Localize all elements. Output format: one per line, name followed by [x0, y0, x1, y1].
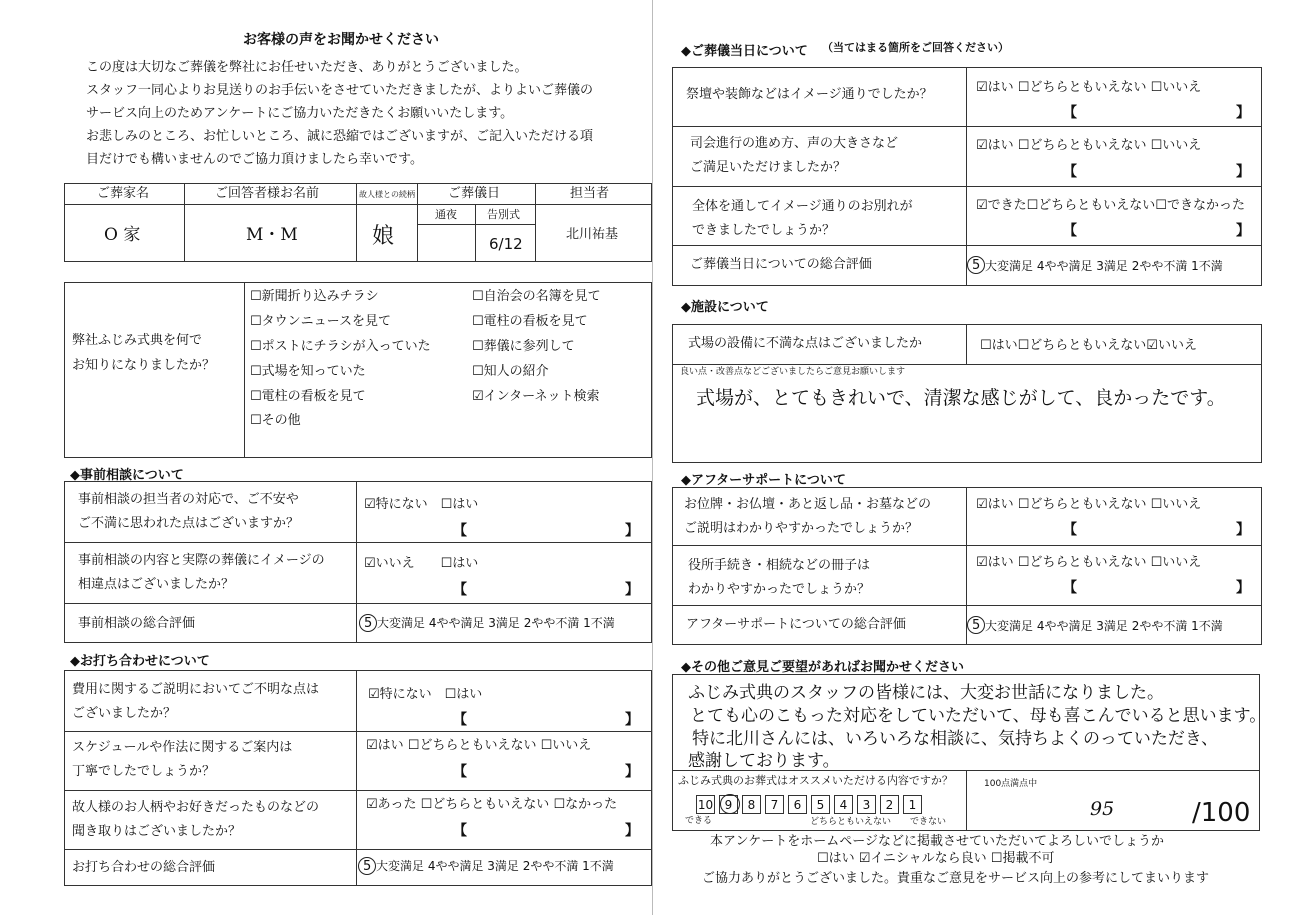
- section-facility: ◆施設について: [681, 300, 769, 315]
- section-funeral-day-note: （当てはまる箇所をご回答ください）: [822, 41, 1009, 54]
- pre-q1: ご不満に思われた点はございますか？: [78, 516, 300, 531]
- meet-q2: 丁寧でしたでしょうか？: [72, 764, 216, 779]
- after-total-scale: 大変満足 4やや満足 3満足 2やや不満 1不満: [985, 619, 1223, 633]
- facility-q1-answer[interactable]: ☐はい☐どちらともいえない☑いいえ: [980, 338, 1197, 353]
- bracket-right: 】: [625, 523, 639, 539]
- section-other-opinions: ◆その他ご意見ご要望があればお聞かせください: [681, 660, 964, 675]
- intro-line: この度は大切なご葬儀を弊社にお任せいただき、ありがとうございました。: [86, 60, 528, 75]
- publish-options[interactable]: ☐はい ☑イニシャルなら良い ☐掲載不可: [817, 851, 1055, 866]
- scale-box-7[interactable]: 7: [765, 795, 784, 814]
- bracket-left: 【: [453, 523, 467, 539]
- bracket-right: 】: [1236, 522, 1250, 538]
- after-q2: わかりやすかったでしょうか？: [688, 582, 871, 597]
- header-relation: 故人様との続柄: [359, 190, 415, 199]
- bracket-right: 】: [625, 764, 639, 780]
- facility-comment[interactable]: 式場が、とてもきれいで、清潔な感じがして、良かったです。: [696, 387, 1226, 409]
- pre-q1-answer[interactable]: ☑特にない ☐はい: [364, 497, 479, 512]
- info-table: [64, 183, 652, 262]
- thanks-text: ご協力ありがとうございました。貴重なご意見をサービス向上の参考にしてまいります: [702, 871, 1210, 886]
- intro-line: 目だけでも構いませんのでご協力頂けましたら幸いです。: [86, 152, 423, 167]
- pre-q2: 事前相談の内容と実際の葬儀にイメージの: [78, 553, 325, 568]
- publish-question: 本アンケートをホームページなどに掲載させていただいてよろしいでしょうか: [710, 834, 1164, 849]
- day-q3: 全体を通してイメージ通りのお別れが: [692, 199, 913, 214]
- meet-q2: スケジュールや作法に関するご案内は: [72, 740, 293, 755]
- after-total-label: アフターサポートについての総合評価: [686, 617, 906, 632]
- recommend-question: ふじみ式典のお葬式はオススメいただける内容ですか？: [678, 774, 953, 787]
- option-town-news[interactable]: ☐タウンニュースを見て: [250, 314, 392, 329]
- option-other[interactable]: ☐その他: [250, 413, 301, 428]
- scale-box-2[interactable]: 2: [880, 795, 899, 814]
- meet-total-scale: 大変満足 4やや満足 3満足 2やや不満 1不満: [376, 859, 614, 873]
- day-q2: 司会進行の進め方、声の大きさなど: [690, 136, 899, 151]
- scale-label-cannot: できない: [910, 817, 947, 827]
- pre-total-score: 5: [364, 616, 373, 631]
- scale-box-9[interactable]: 9: [719, 795, 738, 814]
- day-q1: 祭壇や装飾などはイメージ通りでしたか？: [686, 87, 933, 102]
- section-after-support: ◆アフターサポートについて: [681, 473, 846, 488]
- header-family: ご葬家名: [97, 186, 150, 201]
- day-q2: ご満足いただけましたか？: [690, 160, 847, 175]
- other-opinion-line[interactable]: 特に北川さんには、いろいろな相談に、気持ちよくのっていただき、: [692, 729, 1219, 749]
- bracket-right: 】: [1236, 164, 1250, 180]
- after-q2-answer[interactable]: ☑はい ☐どちらともいえない ☐いいえ: [976, 555, 1202, 570]
- pre-total-label: 事前相談の総合評価: [78, 616, 196, 631]
- option-pole-sign[interactable]: ☐電柱の看板を見て: [472, 314, 588, 329]
- section-meeting: ◆お打ち合わせについて: [70, 654, 210, 669]
- bracket-left: 【: [453, 764, 467, 780]
- how-known-question: 弊社ふじみ式典を何で: [72, 333, 203, 348]
- intro-line: サービス向上のためアンケートにご協力いただきたくお願いいたします。: [86, 106, 514, 121]
- how-known-question: お知りになりましたか？: [72, 358, 216, 373]
- bracket-left: 【: [1063, 522, 1077, 538]
- meet-q3: 故人様のお人柄やお好きだったものなどの: [72, 800, 320, 815]
- page-fold: [652, 0, 653, 915]
- pre-q2-answer[interactable]: ☑いいえ ☐はい: [364, 556, 479, 571]
- option-venue[interactable]: ☐式場を知っていた: [250, 364, 366, 379]
- scale-label-can: できる: [685, 816, 713, 826]
- facility-comment-label: 良い点・改善点などございましたらご意見お願いします: [680, 367, 906, 377]
- other-opinion-line[interactable]: とても心のこもった対応をしていただいて、母も喜こんでいると思います。: [690, 706, 1267, 726]
- meet-q3-answer[interactable]: ☑あった ☐どちらともいえない ☐なかった: [366, 797, 618, 812]
- header-tsuya: 通夜: [435, 208, 457, 221]
- header-staff: 担当者: [570, 186, 610, 201]
- option-flyer[interactable]: ☐ポストにチラシが入っていた: [250, 339, 431, 354]
- facility-q1: 式場の設備に不満な点はございましたか: [688, 336, 923, 351]
- scale-box-5[interactable]: 5: [811, 795, 830, 814]
- relation-value: 娘: [372, 224, 395, 249]
- staff-value: 北川祐基: [566, 227, 619, 242]
- after-total-score: 5: [972, 618, 981, 633]
- meet-q1: 費用に関するご説明においてご不明な点は: [72, 682, 320, 697]
- day-q2-answer[interactable]: ☑はい ☐どちらともいえない ☐いいえ: [976, 138, 1202, 153]
- day-q1-answer[interactable]: ☑はい ☐どちらともいえない ☐いいえ: [976, 80, 1202, 95]
- header-respondent: ご回答者様お名前: [215, 186, 320, 201]
- score-label: 100点満点中: [984, 779, 1038, 789]
- header-kokubetsu: 告別式: [487, 208, 520, 221]
- scale-box-8[interactable]: 8: [742, 795, 761, 814]
- meet-q1: ございましたか？: [72, 706, 177, 721]
- day-total-label: ご葬儀当日についての総合評価: [690, 257, 872, 272]
- day-total-score: 5: [972, 258, 981, 273]
- option-attended[interactable]: ☐葬儀に参列して: [472, 339, 575, 354]
- kokubetsu-value: 6/12: [489, 235, 523, 253]
- bracket-right: 】: [625, 582, 639, 598]
- bracket-right: 】: [625, 823, 639, 839]
- day-total-scale: 大変満足 4やや満足 3満足 2やや不満 1不満: [985, 259, 1223, 273]
- scale-box-6[interactable]: 6: [788, 795, 807, 814]
- intro-line: スタッフ一同心よりお見送りのお手伝いをさせていただきましたが、よりよいご葬儀の: [86, 83, 594, 98]
- option-pole-sign-2[interactable]: ☐電柱の看板を見て: [250, 389, 366, 404]
- day-q3-answer[interactable]: ☑できた☐どちらともいえない☐できなかった: [976, 198, 1245, 213]
- pre-q1: 事前相談の担当者の対応で、ご不安や: [78, 492, 299, 507]
- bracket-left: 【: [1063, 164, 1077, 180]
- scale-box-4[interactable]: 4: [834, 795, 853, 814]
- other-opinion-line[interactable]: ふじみ式典のスタッフの皆様には、大変お世話になりました。: [688, 683, 1164, 703]
- score-max: /100: [1192, 798, 1251, 828]
- meet-q1-answer[interactable]: ☑特にない ☐はい: [368, 687, 483, 702]
- day-q3: できましたでしょうか？: [692, 223, 836, 238]
- option-referral[interactable]: ☐知人の紹介: [472, 364, 549, 379]
- meet-q2-answer[interactable]: ☑はい ☐どちらともいえない ☐いいえ: [366, 738, 592, 753]
- pre-total-scale: 大変満足 4やや満足 3満足 2やや不満 1不満: [377, 616, 615, 630]
- bracket-left: 【: [1063, 105, 1077, 121]
- option-internet[interactable]: ☑インターネット検索: [472, 389, 600, 404]
- meet-total-label: お打ち合わせの総合評価: [72, 860, 216, 875]
- meet-total-score: 5: [363, 859, 372, 874]
- page-title: お客様の声をお聞かせください: [243, 32, 439, 48]
- bracket-left: 【: [1063, 223, 1077, 239]
- section-pre-consult: ◆事前相談について: [70, 468, 184, 483]
- scale-box-10[interactable]: 10: [696, 795, 715, 814]
- after-q1: お位牌・お仏壇・あと返し品・お墓などの: [684, 497, 932, 512]
- bracket-left: 【: [453, 582, 467, 598]
- bracket-right: 】: [625, 712, 639, 728]
- section-funeral-day: ◆ご葬儀当日について: [681, 44, 808, 59]
- scale-label-neither: どちらともいえない: [810, 817, 892, 827]
- scale-box-1[interactable]: 1: [903, 795, 922, 814]
- after-q1-answer[interactable]: ☑はい ☐どちらともいえない ☐いいえ: [976, 497, 1202, 512]
- bracket-right: 】: [1236, 105, 1250, 121]
- family-name-value: O 家: [104, 225, 141, 245]
- meet-q3: 聞き取りはございましたか？: [72, 824, 242, 839]
- after-q1: ご説明はわかりやすかったでしょうか？: [684, 521, 919, 536]
- intro-line: お悲しみのところ、お忙しいところ、誠に恐縮ではございますが、ご記入いただける項: [86, 129, 594, 144]
- after-q2: 役所手続き・相続などの冊子は: [688, 558, 871, 573]
- bracket-left: 【: [453, 823, 467, 839]
- bracket-right: 】: [1236, 223, 1250, 239]
- header-date: ご葬儀日: [448, 186, 501, 201]
- respondent-name-value: M・M: [246, 225, 298, 245]
- bracket-left: 【: [1063, 580, 1077, 596]
- bracket-left: 【: [453, 712, 467, 728]
- option-neighborhood[interactable]: ☐自治会の名簿を見て: [472, 289, 601, 304]
- bracket-right: 】: [1236, 580, 1250, 596]
- option-newspaper[interactable]: ☐新聞折り込みチラシ: [250, 289, 379, 304]
- scale-box-3[interactable]: 3: [857, 795, 876, 814]
- score-value[interactable]: 95: [1090, 798, 1115, 820]
- pre-q2: 相違点はございましたか？: [78, 577, 235, 592]
- other-opinion-line[interactable]: 感謝しております。: [688, 751, 840, 771]
